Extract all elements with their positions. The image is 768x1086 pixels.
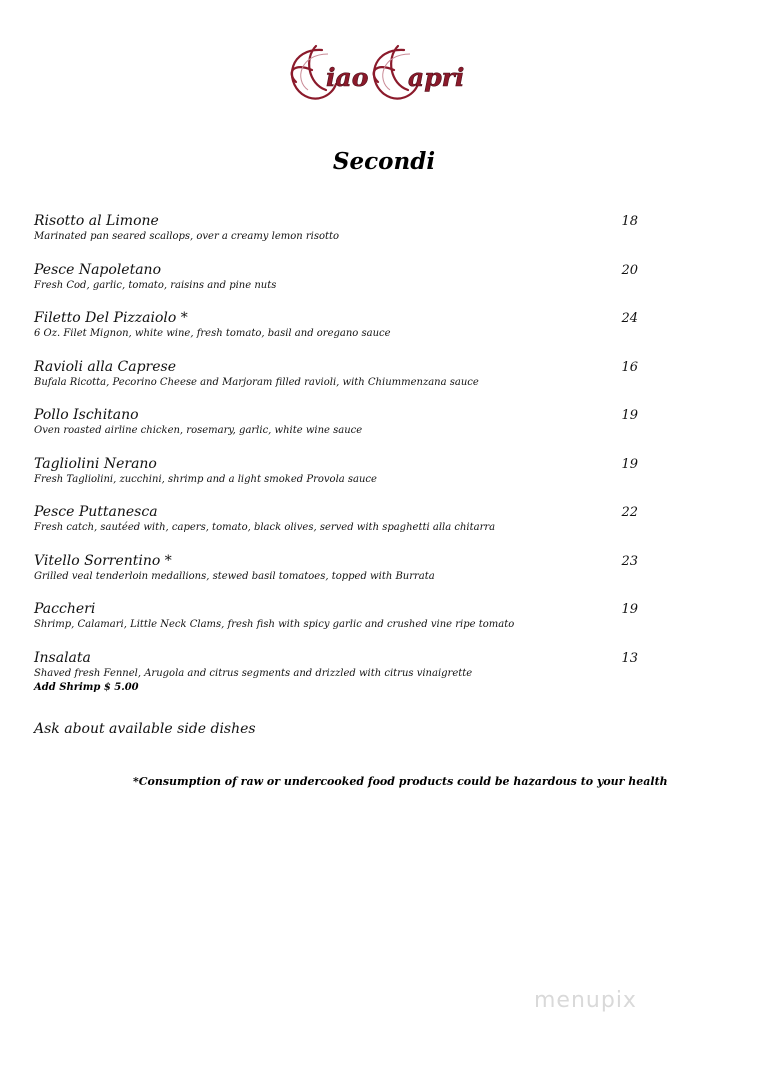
item-description: Grilled veal tenderloin medallions, stewed basil tomatoes, topped with Burrata <box>34 570 435 582</box>
item-description: Fresh Tagliolini, zucchini, shrimp and a light smoked Provola sauce <box>34 473 377 485</box>
restaurant-logo <box>282 40 488 106</box>
menu-item <box>34 212 644 261</box>
item-description: Shaved fresh Fennel, Arugola and citrus segments and drizzled with citrus vinaigrette <box>34 667 473 679</box>
logo-text-capri: apri <box>408 63 465 92</box>
item-name: Pesce Puttanesca <box>34 504 158 520</box>
menu-item <box>34 406 644 455</box>
item-description: Oven roasted airline chicken, rosemary, garlic, white wine sauce <box>34 425 363 436</box>
page-title: Secondi <box>332 148 436 175</box>
menu-item <box>34 600 644 649</box>
watermark: menupix <box>534 988 637 1013</box>
health-warning: *Consumption of raw or undercooked food products could be hazardous to your health <box>133 775 668 788</box>
item-addon: Add Shrimp $ 5.00 <box>34 681 139 693</box>
logo-graphic <box>282 40 488 106</box>
item-name: Filetto Del Pizzaiolo * <box>34 310 188 326</box>
item-name: Tagliolini Nerano <box>34 455 157 472</box>
side-dishes-note: Ask about available side dishes <box>34 721 256 737</box>
menu-item <box>34 552 644 601</box>
item-description: Shrimp, Calamari, Little Neck Clams, fresh fish with spicy garlic and crushed vine ripe tomato <box>34 619 515 630</box>
item-price: 16 <box>621 359 638 375</box>
item-description: 6 Oz. Filet Mignon, white wine, fresh tomato, basil and oregano sauce <box>34 328 391 339</box>
item-price: 24 <box>621 311 638 326</box>
item-name: Risotto al Limone <box>34 213 159 229</box>
item-price: 20 <box>621 262 638 278</box>
item-name: Ravioli alla Caprese <box>34 358 176 375</box>
item-name: Pesce Napoletano <box>34 261 162 278</box>
item-price: 19 <box>621 456 638 472</box>
menu-item <box>34 358 644 407</box>
menu-item <box>34 649 644 698</box>
item-name: Paccheri <box>34 601 96 617</box>
menu-item <box>34 261 644 310</box>
logo-text-ciao: iao <box>326 63 369 92</box>
item-price: 18 <box>621 214 638 229</box>
item-price: 23 <box>621 553 638 569</box>
item-price: 13 <box>621 650 638 666</box>
item-name: Pollo Ischitano <box>34 407 139 423</box>
item-price: 22 <box>621 505 638 520</box>
menu-item <box>34 455 644 504</box>
menu-list <box>34 212 644 697</box>
menu-item <box>34 503 644 552</box>
item-description: Bufala Ricotta, Pecorino Cheese and Marjoram filled ravioli, with Chiummenzana sauce <box>34 376 479 388</box>
item-name: Vitello Sorrentino * <box>34 552 172 569</box>
item-description: Fresh catch, sautéed with, capers, tomato, black olives, served with spaghetti alla chitarra <box>34 522 496 533</box>
item-name: Insalata <box>34 649 91 666</box>
menu-item <box>34 309 644 358</box>
item-price: 19 <box>621 602 638 617</box>
item-price: 19 <box>621 408 638 423</box>
item-description: Fresh Cod, garlic, tomato, raisins and pine nuts <box>34 279 277 291</box>
item-description: Marinated pan seared scallops, over a creamy lemon risotto <box>34 231 340 242</box>
